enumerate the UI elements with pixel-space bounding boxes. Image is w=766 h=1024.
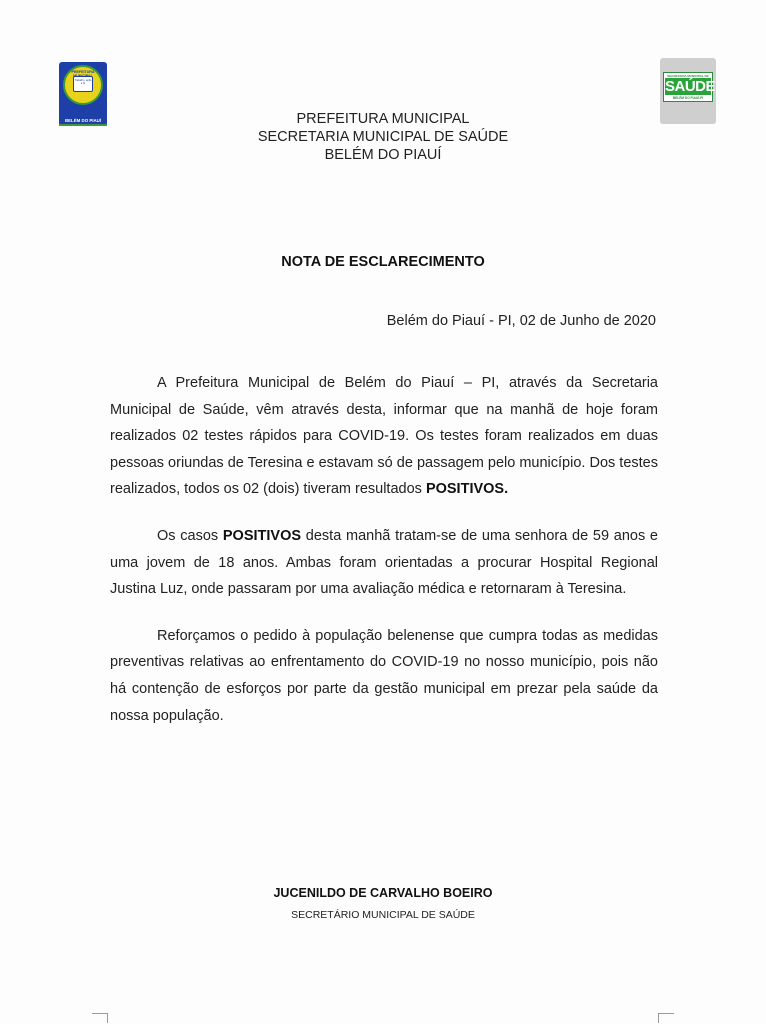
logo-left-book-text: Trabalho, ação e fé bbox=[74, 79, 92, 85]
document-body bbox=[110, 370, 658, 749]
logo-left-bottom-text: BELÉM DO PIAUÍ bbox=[64, 118, 102, 123]
logo-right-word: SAÚDE bbox=[665, 78, 716, 95]
page-corner-mark-left bbox=[92, 1013, 108, 1023]
paragraph-2-bold: POSITIVOS bbox=[222, 527, 302, 544]
header-line-3: BELÉM DO PIAUÍ bbox=[324, 147, 442, 163]
document-date: Belém do Piauí - PI, 02 de Junho de 2020 bbox=[386, 313, 656, 329]
paragraph-1 bbox=[110, 370, 658, 503]
paragraph-1-text: A Prefeitura Municipal de Belém do Piauí – PI, através da Secretaria Municipal de Saúde, vêm através desta, informar que na manhã de hoje foram realizados 02 testes rápidos para COVID-19. Os testes foram realizados em duas pessoas oriundas de Teresina e estavam só de passagem pelo município. Dos testes realizados, todos os 02 (dois) tiveram resultados bbox=[110, 375, 658, 498]
prefeitura-logo bbox=[59, 62, 107, 126]
document-title: NOTA DE ESCLARECIMENTO bbox=[281, 254, 485, 270]
logo-right-bottom-text: BELÉM DO PIAUÍ-PI bbox=[672, 96, 704, 100]
paragraph-2-rest: desta manhã tratam-se de uma senhora de 59 anos e uma jovem de 18 anos. Ambas foram orientadas a procurar Hospital Regional Justina Luz, onde passaram por uma avaliação médica e retornaram à Teresina. bbox=[110, 527, 658, 598]
saude-logo-inner bbox=[663, 72, 716, 102]
page-corner-mark-right bbox=[658, 1013, 674, 1023]
paragraph-1-bold: POSITIVOS. bbox=[425, 481, 509, 498]
signature-role: SECRETÁRIO MUNICIPAL DE SAÚDE bbox=[291, 909, 475, 921]
signature-name: JUCENILDO DE CARVALHO BOEIRO bbox=[273, 886, 493, 900]
paragraph-2-start: Os casos bbox=[157, 527, 223, 544]
logo-left-top-text: PREFEITURA bbox=[71, 70, 95, 74]
saude-logo bbox=[660, 58, 716, 124]
logo-left-stripe bbox=[59, 124, 107, 126]
paragraph-3-text: Reforçamos o pedido à população belenense que cumpra todas as medidas preventivas relativas ao enfrentamento do COVID-19 no nosso município, pois não há contenção de esforços por parte da gestão municipal em prezar pela saúde da nossa população. bbox=[110, 627, 658, 724]
paragraph-2 bbox=[110, 523, 658, 603]
logo-right-top-text: SECRETARIA MUNICIPAL DE bbox=[667, 74, 709, 78]
paragraph-3 bbox=[110, 623, 658, 729]
document-header bbox=[200, 110, 566, 164]
logo-emblem-ring bbox=[63, 65, 103, 105]
header-line-1: PREFEITURA MUNICIPAL bbox=[296, 111, 470, 127]
header-line-2: SECRETARIA MUNICIPAL DE SAÚDE bbox=[257, 129, 509, 145]
book-icon bbox=[73, 76, 93, 92]
